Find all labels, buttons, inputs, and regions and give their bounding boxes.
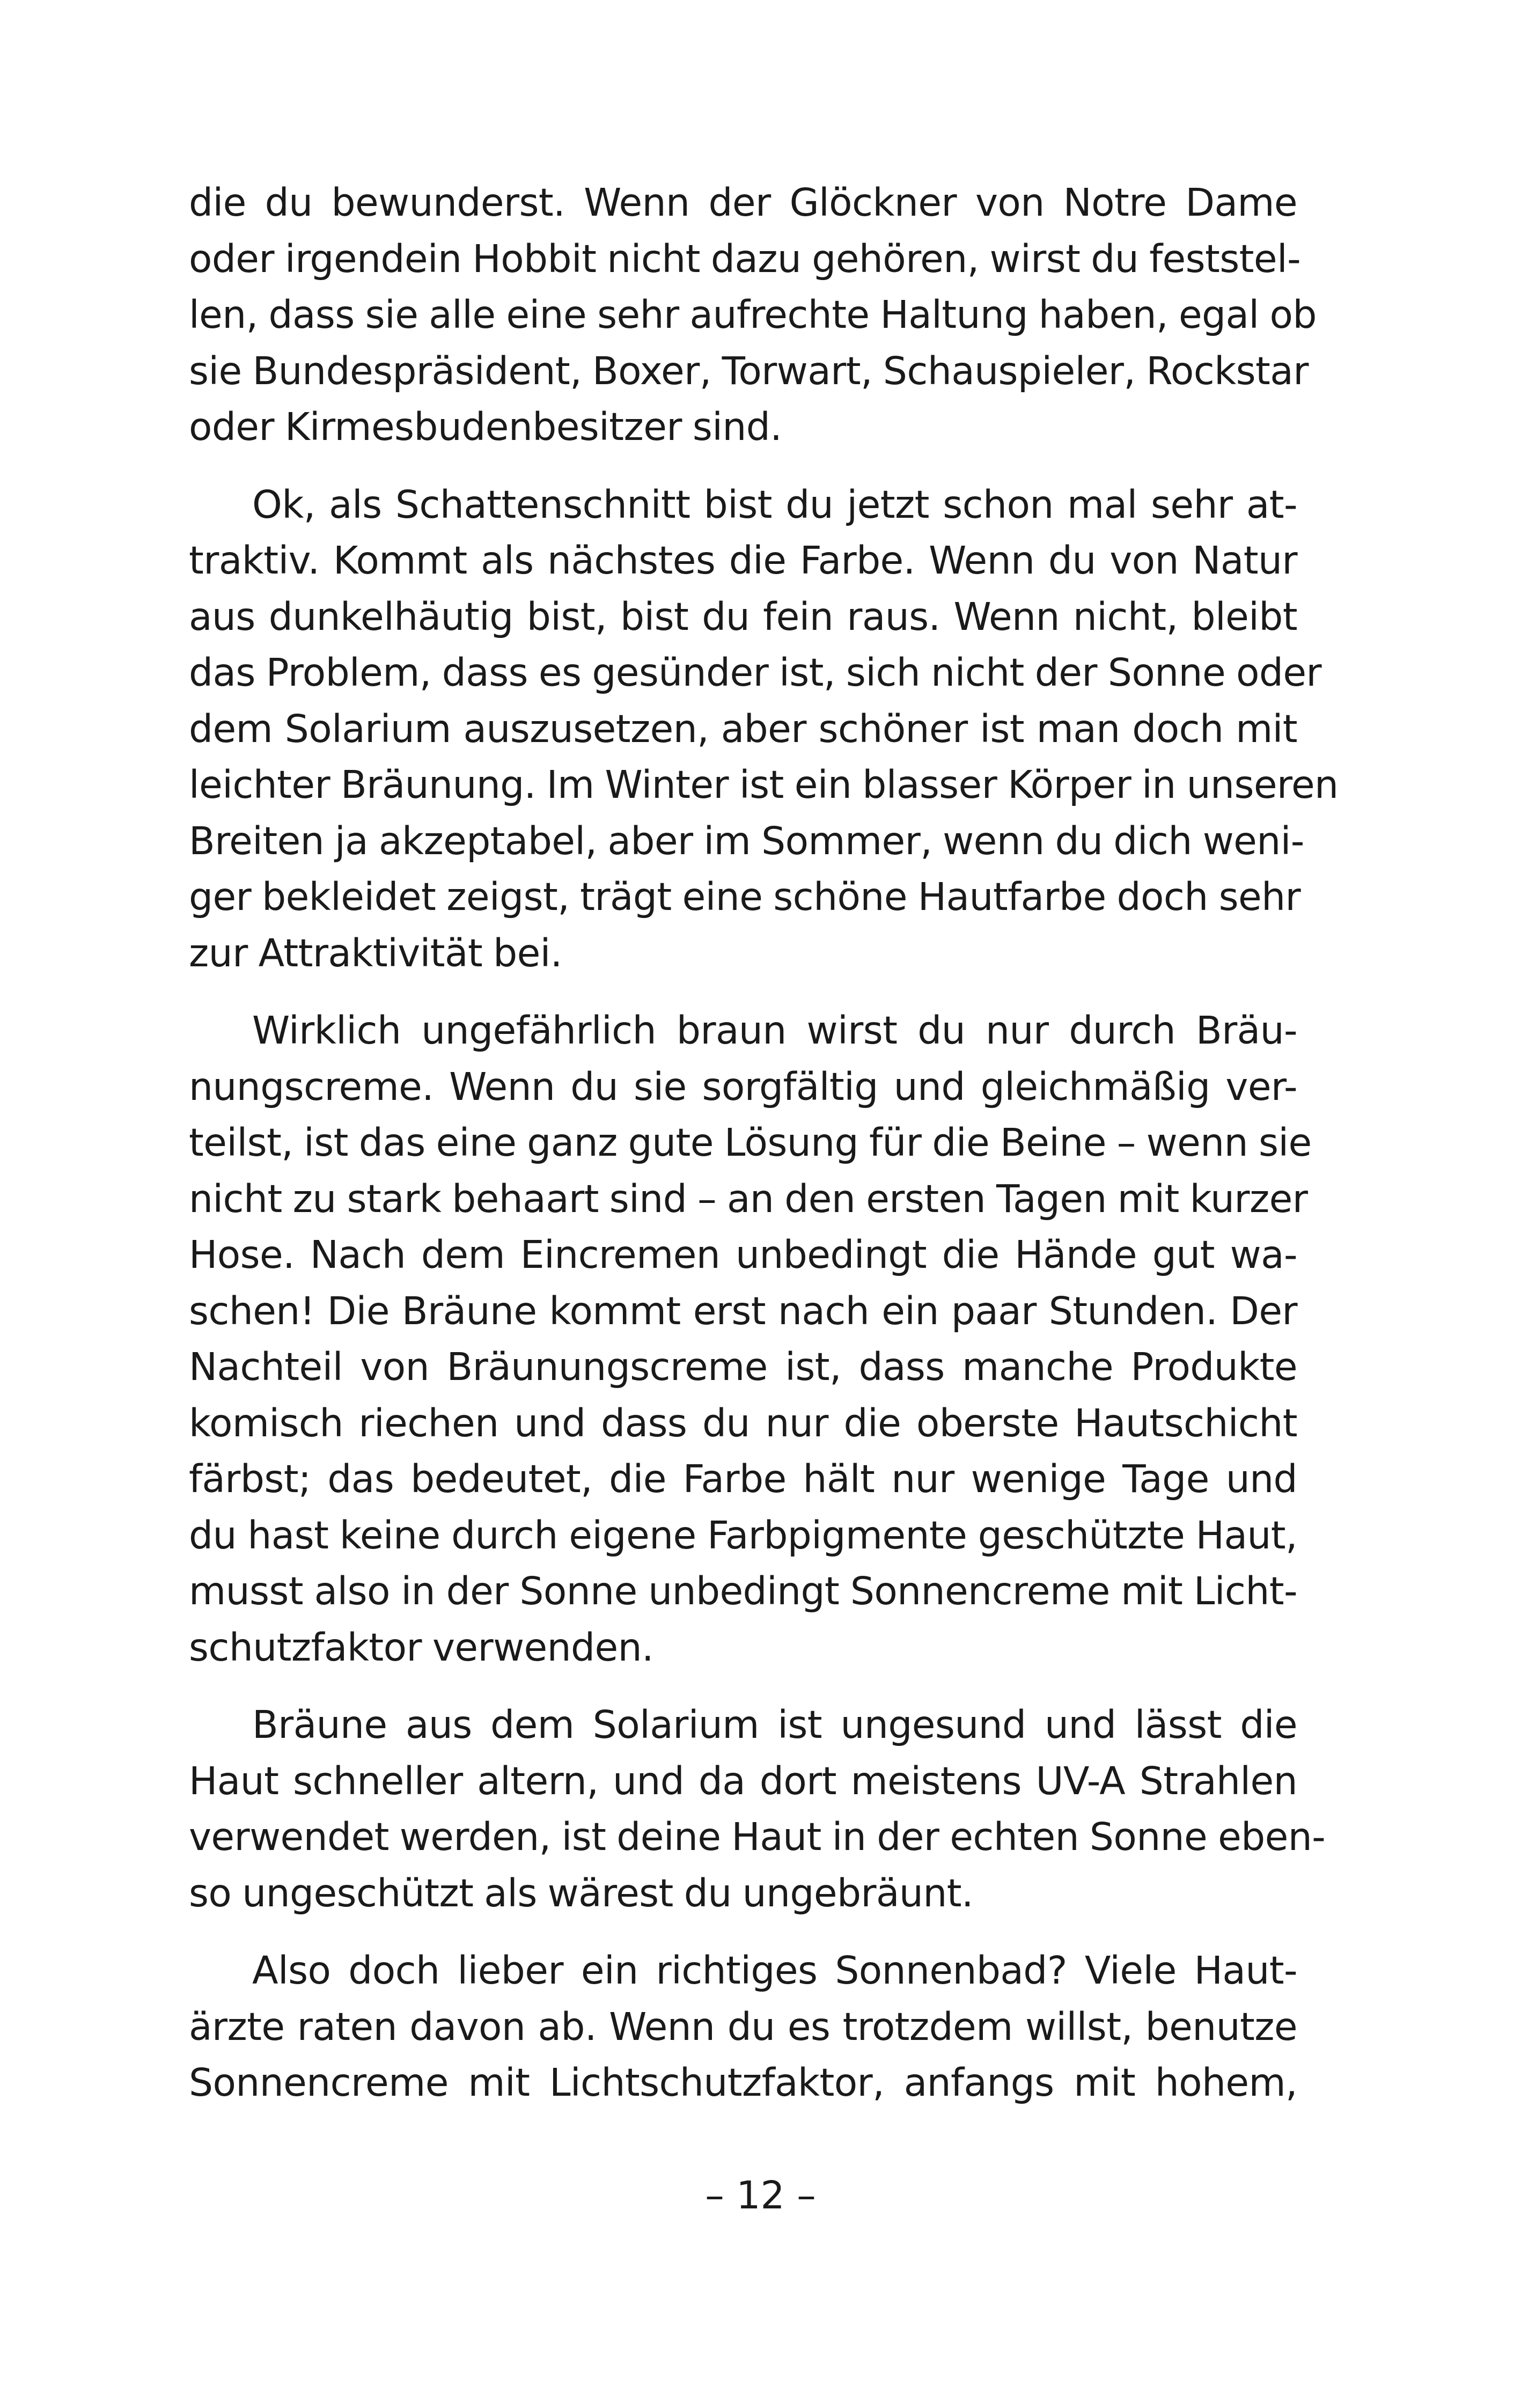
text-line: Bräune aus dem Solarium ist ungesund und lässt die xyxy=(252,1702,1297,1747)
text-line: Wirklich ungefährlich braun wirst du nur durch Bräu- xyxy=(252,1008,1297,1053)
text-line: das Problem, dass es gesünder ist, sich nicht der Sonne oder xyxy=(189,650,1321,695)
text-line: färbst; das bedeutet, die Farbe hält nur wenige Tage und xyxy=(189,1457,1297,1501)
text-line: len, dass sie alle eine sehr aufrechte Haltung haben, egal ob xyxy=(189,292,1317,337)
text-line: traktiv. Kommt als nächstes die Farbe. Wenn du von Natur xyxy=(189,538,1297,583)
paragraph-gap xyxy=(189,981,1297,1003)
text-line: zur Attraktivität bei. xyxy=(189,930,562,975)
paragraph-2 xyxy=(189,477,1339,982)
text-line: schen! Die Bräune kommt erst nach ein paar Stunden. Der xyxy=(189,1288,1297,1333)
text-line: verwendet werden, ist deine Haut in der echten Sonne eben- xyxy=(189,1815,1326,1859)
text-line: so ungeschützt als wärest du ungebräunt. xyxy=(189,1870,973,1915)
text-line: teilst, ist das eine ganz gute Lösung für die Beine – wenn sie xyxy=(189,1120,1312,1165)
text-line: die du bewunderst. Wenn der Glöckner von Notre Dame xyxy=(189,180,1297,225)
text-line: nicht zu stark behaart sind – an den ersten Tagen mit kurzer xyxy=(189,1176,1308,1221)
text-line: du hast keine durch eigene Farbpigmente geschützte Haut, xyxy=(189,1513,1297,1558)
text-line: sie Bundespräsident, Boxer, Torwart, Schauspieler, Rockstar xyxy=(189,348,1309,393)
text-line: dem Solarium auszusetzen, aber schöner ist man doch mit xyxy=(189,706,1297,751)
paragraph-3 xyxy=(189,1003,1312,1676)
paragraph-gap xyxy=(189,456,1297,477)
text-line: musst also in der Sonne unbedingt Sonnencreme mit Licht- xyxy=(189,1569,1297,1613)
page-number: – 12 – xyxy=(705,2173,816,2218)
text-line: Nachteil von Bräunungscreme ist, dass manche Produkte xyxy=(189,1345,1297,1389)
text-line: Haut schneller altern, und da dort meistens UV-A Strahlen xyxy=(189,1758,1297,1803)
paragraph-gap xyxy=(189,1676,1297,1697)
text-line: Hose. Nach dem Eincremen unbedingt die Hände gut wa- xyxy=(189,1232,1297,1277)
text-line: ger bekleidet zeigst, trägt eine schöne Hautfarbe doch sehr xyxy=(189,875,1301,919)
paragraph-gap xyxy=(189,1921,1297,1943)
text-line: ärzte raten davon ab. Wenn du es trotzdem willst, benutze xyxy=(189,2004,1297,2049)
text-line: oder irgendein Hobbit nicht dazu gehören, wirst du feststel- xyxy=(189,236,1301,281)
paragraph-4 xyxy=(189,1697,1326,1921)
text-line: Ok, als Schattenschnitt bist du jetzt schon mal sehr at- xyxy=(252,482,1297,527)
text-line: schutzfaktor verwenden. xyxy=(189,1625,653,1670)
text-line: Also doch lieber ein richtiges Sonnenbad? Viele Haut- xyxy=(252,1948,1297,1993)
body-text xyxy=(189,175,1339,2111)
paragraph-1 xyxy=(189,175,1317,456)
text-line: Breiten ja akzeptabel, aber im Sommer, wenn du dich weni- xyxy=(189,818,1304,863)
text-line: komisch riechen und dass du nur die oberste Hautschicht xyxy=(189,1400,1297,1445)
text-line: oder Kirmesbudenbesitzer sind. xyxy=(189,405,782,449)
text-line: nungscreme. Wenn du sie sorgfältig und gleichmäßig ver- xyxy=(189,1064,1297,1109)
paragraph-5 xyxy=(189,1943,1297,2111)
text-line: aus dunkelhäutig bist, bist du fein raus. Wenn nicht, bleibt xyxy=(189,594,1297,639)
text-line: Sonnencreme mit Lichtschutzfaktor, anfangs mit hohem, xyxy=(189,2060,1297,2105)
text-line: leichter Bräunung. Im Winter ist ein blasser Körper in unseren xyxy=(189,762,1339,807)
